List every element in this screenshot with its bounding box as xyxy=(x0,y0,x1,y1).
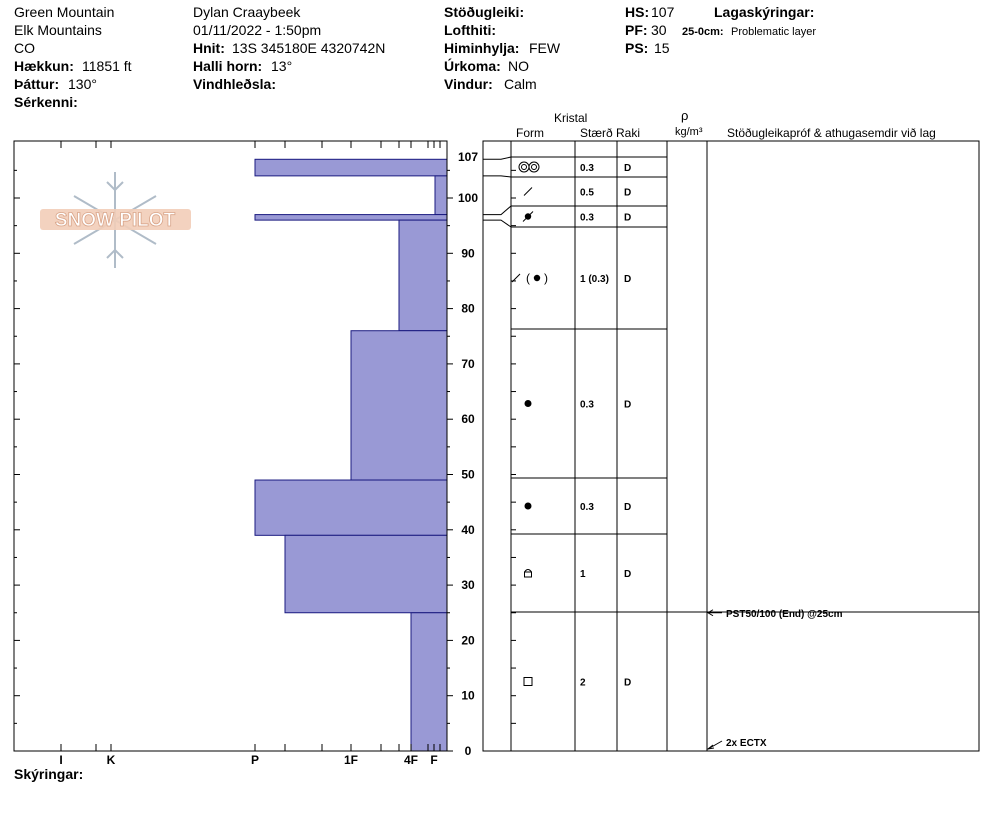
graupel-circle xyxy=(519,162,529,172)
wind-value: Calm xyxy=(504,76,537,92)
features-label: Sérkenni: xyxy=(14,94,78,110)
layer-note-text: Problematic layer xyxy=(731,26,816,38)
depth-tick-label: 100 xyxy=(457,191,479,205)
form-symbol-facet-rounding xyxy=(525,570,532,578)
paren: ) xyxy=(544,271,548,285)
logo-text: SNOW PILOT xyxy=(54,210,176,231)
layer-moisture-value: D xyxy=(624,399,632,411)
depth-tick-label: 90 xyxy=(461,246,475,261)
hardness-tick-label: 1F xyxy=(343,753,359,767)
size-header: Stærð xyxy=(580,126,613,140)
depth-tick-label: 80 xyxy=(461,301,475,316)
layer-size-value: 0.3 xyxy=(580,502,594,513)
layer-notes-label: Lagaskýringar: xyxy=(714,4,815,20)
form-symbol-rounded xyxy=(525,400,532,407)
depth-tick-label: 40 xyxy=(461,522,475,537)
stability-test xyxy=(708,738,767,749)
graupel-circle xyxy=(529,162,539,172)
density-unit-header: kg/m³ xyxy=(675,126,703,138)
depth-tick-label: 20 xyxy=(461,633,475,648)
layer-moisture-value: D xyxy=(624,569,632,580)
paren: ( xyxy=(526,271,530,285)
hs-label: HS: xyxy=(625,4,650,20)
precip-value: NO xyxy=(508,58,529,74)
elevation-label: Hækkun: xyxy=(14,58,74,74)
aspect-value: 130° xyxy=(68,76,97,92)
graupel-inner xyxy=(532,165,537,170)
hardness-tick-label: F xyxy=(430,753,438,767)
layer-moisture-value: D xyxy=(624,212,632,224)
rounded-dot xyxy=(525,400,532,407)
form-symbol-rounded xyxy=(525,503,532,510)
tests-header: Stöðugleikapróf & athugasemdir við lag xyxy=(727,126,936,140)
facet-box xyxy=(525,572,532,577)
stability-test-label: 2x ECTX xyxy=(726,738,767,749)
layer-moisture-value: D xyxy=(624,187,632,199)
depth-tick-label: 70 xyxy=(461,356,475,371)
layer-connector xyxy=(483,157,511,159)
hardness-tick-label: P xyxy=(250,753,260,767)
hardness-bar xyxy=(255,215,447,221)
layer-connector xyxy=(483,220,511,227)
hardness-bar xyxy=(399,220,447,331)
hardness-tick-label: K xyxy=(106,753,116,767)
coords-label: Hnit: xyxy=(193,40,225,56)
hardness-tick-label: 4F xyxy=(403,753,419,767)
layer-moisture-value: D xyxy=(624,677,632,689)
hs-value: 107 xyxy=(651,4,675,20)
layer-moisture-value: D xyxy=(624,163,632,174)
layer-table-frame xyxy=(483,141,979,751)
air-temp-label: Lofthiti: xyxy=(444,22,497,38)
layer-moisture-value: D xyxy=(624,274,632,285)
layer-size-value: 0.3 xyxy=(580,212,594,224)
ps-label: PS: xyxy=(625,40,649,56)
form-symbol-faceted xyxy=(524,678,532,686)
rho-header: ρ xyxy=(681,108,689,123)
stability-test-label: PST50/100 (End) @25cm xyxy=(726,608,843,620)
rounded-dot xyxy=(525,503,532,510)
layer-moisture-value: D xyxy=(624,502,632,513)
layer-size-value: 0.3 xyxy=(580,399,594,411)
location-state: CO xyxy=(14,40,35,56)
depth-tick-label: 50 xyxy=(461,467,475,482)
needle-stroke xyxy=(523,212,533,222)
depth-tick-label: 107 xyxy=(457,150,479,164)
observer-name: Dylan Craaybeek xyxy=(193,4,301,20)
stability-label: Stöðugleiki: xyxy=(444,4,525,20)
hardness-bar xyxy=(285,535,447,612)
hardness-tick-label: I xyxy=(59,753,63,767)
crystal-header: Kristal xyxy=(554,111,588,125)
form-symbol-needles xyxy=(524,188,532,196)
depth-tick-label: 10 xyxy=(461,688,475,703)
coords-value: 13S 345180E 4320742N xyxy=(232,40,386,56)
elevation-value: 11851 ft xyxy=(82,58,132,74)
form-symbol-needles-rounded- xyxy=(512,271,548,285)
wind-loading-label: Vindhleðsla: xyxy=(193,76,276,92)
notes-label: Skýringar: xyxy=(14,766,84,782)
layer-connector xyxy=(483,206,511,215)
hardness-bar xyxy=(255,480,447,535)
pf-label: PF: xyxy=(625,22,648,38)
layer-size-value: 2 xyxy=(580,677,586,689)
layer-size-value: 1 xyxy=(580,569,586,580)
slope-label: Halli horn: xyxy=(193,58,263,74)
layer-size-value: 1 (0.3) xyxy=(580,274,609,285)
hardness-bar xyxy=(411,613,447,751)
depth-tick-label: 0 xyxy=(464,744,472,758)
slope-value: 13° xyxy=(271,58,293,74)
stability-test xyxy=(708,609,843,620)
form-header: Form xyxy=(516,126,544,140)
sky-value: FEW xyxy=(529,40,561,56)
depth-tick-label: 30 xyxy=(461,578,475,593)
needle-stroke xyxy=(524,188,532,196)
form-symbol-needles-rounded xyxy=(523,212,533,222)
snowpilot-logo xyxy=(40,172,191,268)
depth-tick-label: 60 xyxy=(461,412,475,427)
ps-value: 15 xyxy=(654,40,670,56)
aspect-label: Þáttur: xyxy=(14,76,60,92)
form-symbol-graupel xyxy=(519,162,539,172)
observation-datetime: 01/11/2022 - 1:50pm xyxy=(193,22,322,38)
facet-box xyxy=(524,678,532,686)
pf-value: 30 xyxy=(651,22,667,38)
hardness-bar xyxy=(435,176,447,215)
hardness-bar xyxy=(351,331,447,480)
graupel-inner xyxy=(522,165,527,170)
hardness-bar xyxy=(255,159,447,176)
layer-size-value: 0.5 xyxy=(580,187,594,199)
layer-note-depth: 25-0cm: xyxy=(682,26,724,38)
layer-connector xyxy=(483,176,511,177)
layer-size-value: 0.3 xyxy=(580,163,594,174)
rounded-dot xyxy=(534,275,540,281)
moisture-header: Raki xyxy=(616,126,641,140)
sky-label: Himinhylja: xyxy=(444,40,520,56)
precip-label: Úrkoma: xyxy=(444,58,501,74)
location-mountains: Elk Mountains xyxy=(14,22,102,38)
location-range: Green Mountain xyxy=(14,4,115,20)
wind-label: Vindur: xyxy=(444,76,493,92)
